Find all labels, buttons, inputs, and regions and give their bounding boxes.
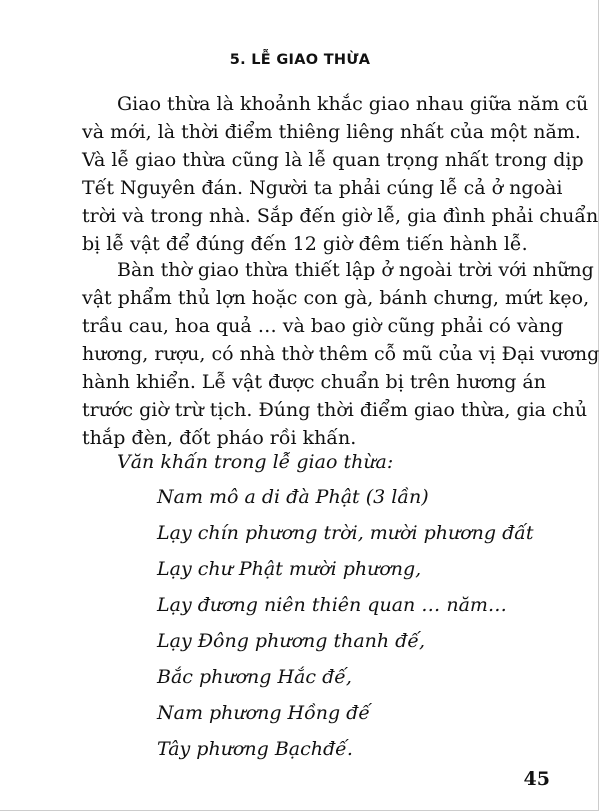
paragraph-line: thắp đèn, đốt pháo rồi khấn. <box>82 427 357 449</box>
paragraph-line: trước giờ trừ tịch. Đúng thời điểm giao thừa, gia chủ <box>82 399 588 421</box>
verse-line: Lạy đương niên thiên quan … năm… <box>157 594 507 616</box>
verse-line: Lạy chư Phật mười phương, <box>157 558 422 580</box>
paragraph-line: hành khiển. Lễ vật được chuẩn bị trên hương án <box>82 371 546 393</box>
paragraph-2 <box>82 256 600 452</box>
paragraph-line: vật phẩm thủ lợn hoặc con gà, bánh chưng, mứt kẹo, <box>82 287 590 309</box>
paragraph-line: Và lễ giao thừa cũng là lễ quan trọng nhất trong dịp <box>82 149 584 171</box>
paragraph-line: Tết Nguyên đán. Người ta phải cúng lễ cả ở ngoài <box>82 177 563 199</box>
paragraph-line: bị lễ vật để đúng đến 12 giờ đêm tiến hành lễ. <box>82 233 528 255</box>
paragraph-line: Giao thừa là khoảnh khắc giao nhau giữa năm cũ <box>117 93 589 115</box>
paragraph-line: và mới, là thời điểm thiêng liêng nhất của một năm. <box>82 121 581 143</box>
verse-line: Lạy chín phương trời, mười phương đất <box>157 522 534 544</box>
paragraph-line: trời và trong nhà. Sắp đến giờ lễ, gia đình phải chuẩn <box>82 205 599 227</box>
prayer-intro: Văn khấn trong lễ giao thừa: <box>117 451 394 473</box>
paragraph-line: trầu cau, hoa quả … và bao giờ cũng phải có vàng <box>82 315 564 337</box>
verse-line: Nam phương Hồng đế <box>157 702 371 724</box>
page-number: 45 <box>523 768 550 790</box>
paragraph-line: Bàn thờ giao thừa thiết lập ở ngoài trời với những <box>117 259 594 281</box>
section-title: 5. LỄ GIAO THỪA <box>229 52 371 68</box>
verse-line: Tây phương Bạchđế. <box>157 738 353 760</box>
prayer-verses <box>157 479 534 767</box>
paragraph-1 <box>82 90 599 258</box>
paragraph-line: hương, rượu, có nhà thờ thêm cỗ mũ của vị Đại vương <box>82 343 600 365</box>
verse-line: Lạy Đông phương thanh đế, <box>157 630 426 652</box>
verse-line: Bắc phương Hắc đế, <box>157 666 352 688</box>
verse-line: Nam mô a di đà Phật (3 lần) <box>157 486 429 508</box>
